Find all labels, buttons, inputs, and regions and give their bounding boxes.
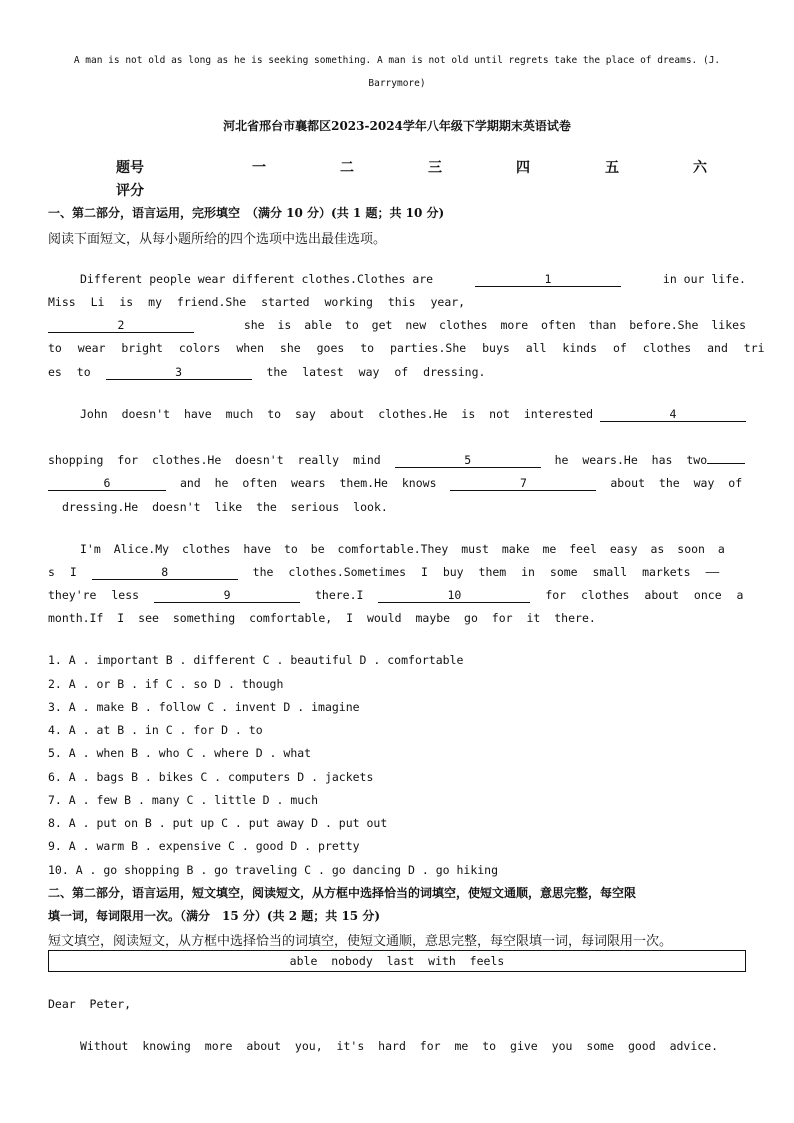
header-quote [60, 49, 734, 95]
p2-text: about the way of [610, 476, 743, 490]
blank-5[interactable]: 5 [395, 453, 541, 468]
blank-6[interactable]: 6 [48, 476, 166, 491]
p2-text: he wears.He has two [554, 453, 708, 467]
question-option-10: 10. A . go shopping B . go traveling C . go dancing D . go hiking [48, 863, 499, 877]
blank-8[interactable]: 8 [92, 565, 238, 580]
p3-line-3 [48, 588, 746, 603]
exam-title: 河北省邢台市襄都区2023-2024学年八年级下学期期末英语试卷 [223, 119, 571, 133]
question-option-7: 7. A . few B . many C . little D . much [48, 793, 319, 807]
p1-line-2: Miss Li is my friend.She started working this year, [48, 295, 466, 309]
score-col-4: 四 [516, 160, 530, 176]
word-bank-box: able nobody last with feels [48, 950, 746, 972]
p1-text: she is able to get new clothes more often than before.She likes [243, 318, 746, 332]
p3-line-1: I'm Alice.My clothes have to be comfortable.They must make me feel easy as soon a [80, 542, 725, 556]
p1-text: in our life. [662, 272, 746, 286]
question-option-3: 3. A . make B . follow C . invent D . imagine [48, 700, 360, 714]
section2-heading-line-2: 填一词，每词限用一次。（满分 15 分）(共 2 题；共 15 分) [48, 909, 380, 923]
blank-9[interactable]: 9 [154, 588, 300, 603]
blank-10[interactable]: 10 [378, 588, 530, 603]
score-col-6: 六 [693, 160, 707, 176]
section2-heading-line-1: 二、第二部分，语言运用，短文填空，阅读短文，从方框中选择恰当的词填空，使短文通顺，意思完整，每空限 [48, 886, 637, 900]
quote-line-2: Barrymore) [368, 78, 426, 89]
quote-line-1: A man is not old as long as he is seeking something. A man is not old until regrets take the place of dreams. (J. [73, 55, 721, 66]
blank-7[interactable]: 7 [450, 476, 596, 491]
p1-text: the latest way of dressing. [266, 365, 486, 379]
score-col-1: 一 [252, 160, 266, 176]
question-option-2: 2. A . or B . if C . so D . though [48, 677, 284, 691]
score-col-3: 三 [428, 160, 442, 176]
p2-line-1 [48, 407, 746, 422]
p3-text: there.I [314, 588, 364, 602]
p1-text: Different people wear different clothes.Clothes are [80, 272, 434, 286]
p2-text: shopping for clothes.He doesn't really mind [48, 453, 381, 467]
question-option-9: 9. A . warm B . expensive C . good D . pretty [48, 839, 360, 853]
section1-instruction: 阅读下面短文，从每小题所给的四个选项中选出最佳选项。 [48, 232, 387, 247]
letter-salutation: Dear Peter, [48, 997, 132, 1011]
score-label-score: 评分 [116, 183, 144, 199]
p2-line-4: dressing.He doesn't like the serious look. [62, 500, 388, 514]
section2-instruction: 短文填空，阅读短文，从方框中选择恰当的词填空，使短文通顺，意思完整，每空限填一词，每词限用一次。 [48, 934, 673, 949]
p2-text: John doesn't have much to say about clothes.He is not interested [80, 407, 594, 421]
p1-line-1 [48, 272, 746, 287]
blank-4[interactable]: 4 [600, 407, 746, 422]
p2-text: and he often wears them.He knows [179, 476, 437, 490]
question-option-5: 5. A . when B . who C . where D . what [48, 746, 312, 760]
blank-1[interactable]: 1 [475, 272, 621, 287]
score-table-header [0, 157, 794, 177]
p2-line-3 [48, 476, 746, 491]
question-option-6: 6. A . bags B . bikes C . computers D . jackets [48, 770, 374, 784]
p1-text: es to [48, 365, 91, 379]
p3-text: the clothes.Sometimes I buy them in some small markets —— [252, 565, 720, 579]
p3-line-2 [48, 565, 746, 580]
blank-6-lead [707, 463, 745, 464]
blank-2[interactable]: 2 [48, 318, 194, 333]
p1-line-3 [48, 318, 746, 333]
p3-text: they're less [48, 588, 140, 602]
question-option-8: 8. A . put on B . put up C . put away D . put out [48, 816, 388, 830]
blank-3[interactable]: 3 [106, 365, 252, 380]
question-option-4: 4. A . at B . in C . for D . to [48, 723, 263, 737]
p3-text: for clothes about once a [545, 588, 744, 602]
score-label-question: 题号 [116, 160, 144, 176]
letter-body-line-1: Without knowing more about you, it's hard for me to give you some good advice. [80, 1039, 719, 1053]
p2-line-2 [48, 453, 746, 468]
p1-line-5 [48, 365, 746, 380]
p1-line-4: to wear bright colors when she goes to parties.She buys all kinds of clothes and tri [48, 341, 765, 355]
score-col-5: 五 [605, 160, 619, 176]
p3-line-4: month.If I see something comfortable, I would maybe go for it there. [48, 611, 596, 625]
score-col-2: 二 [340, 160, 354, 176]
question-option-1: 1. A . important B . different C . beautiful D . comfortable [48, 653, 464, 667]
p3-text: s I [48, 565, 77, 579]
section1-heading: 一、第二部分，语言运用，完形填空 （满分 10 分）(共 1 题；共 10 分) [48, 206, 445, 220]
